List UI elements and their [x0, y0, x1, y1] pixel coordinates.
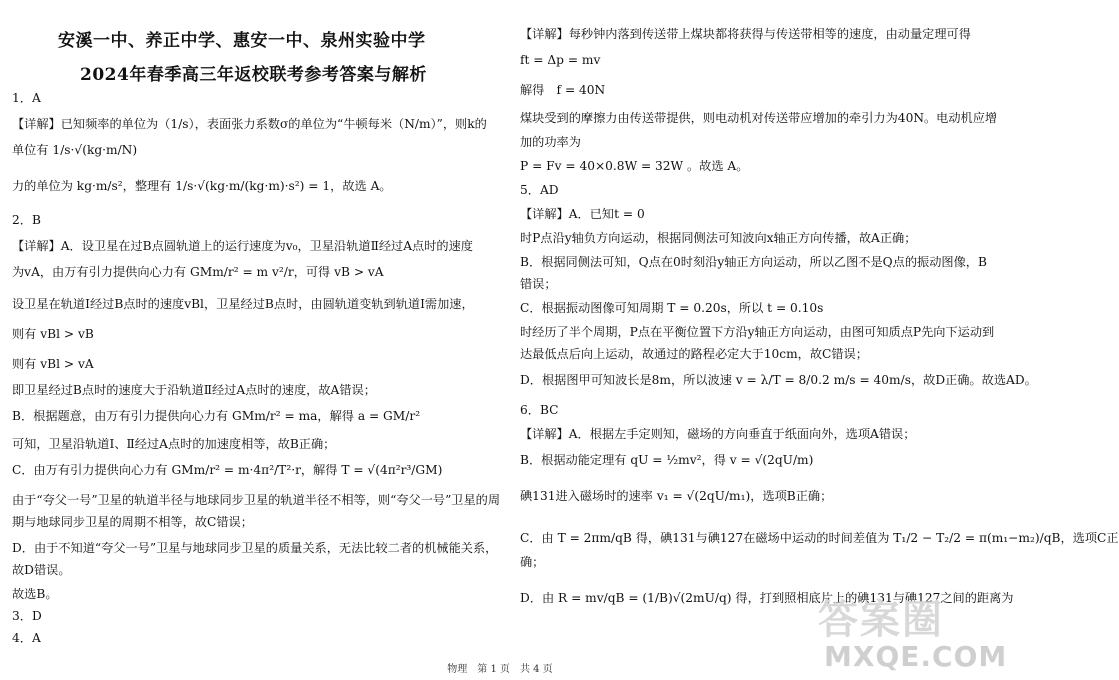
text-line: 确；: [520, 555, 545, 569]
text-line: 则有 vBl > vB: [12, 327, 94, 341]
text-line: 加的功率为: [520, 135, 581, 149]
text-line: D．由于不知道“夸父一号”卫星与地球同步卫星的质量关系，无法比较二者的机械能关系，: [12, 541, 498, 555]
text-line: ft = Δp = mv: [520, 53, 601, 67]
text-line: 达最低点后向上运动，故通过的路程必定大于10cm，故C错误；: [520, 347, 868, 361]
text-line: 设卫星在轨道Ⅰ经过B点时的速度vBl，卫星经过B点时，由圆轨道变轨到轨道Ⅰ需加速，: [12, 297, 474, 311]
text-line: 故选B。: [12, 587, 58, 601]
text-line: B．根据同侧法可知，Q点在0时刻沿y轴正方向运动，所以乙图不是Q点的振动图像，B: [520, 255, 987, 269]
page-title-line2: 2024年春季高三年返校联考参考答案与解析: [80, 65, 427, 85]
text-line: P = Fv = 40×0.8W = 32W 。故选 A。: [520, 159, 749, 173]
text-line: C．由万有引力提供向心力有 GMm/r² = m·4π²/T²·r，解得 T = √(4π²r³/GM): [12, 463, 443, 477]
text-line: 2．B: [12, 213, 41, 227]
text-line: 碘131进入磁场时的速率 v₁ = √(2qU/m₁)，选项B正确；: [520, 489, 833, 503]
text-line: 单位有 1/s·√(kg·m/N): [12, 143, 138, 157]
text-line: 力的单位为 kg·m/s²，整理有 1/s·√(kg·m/(kg·m)·s²) = 1，故选 A。: [12, 179, 392, 193]
text-line: 5．AD: [520, 183, 559, 197]
text-line: C．根据振动图像可知周期 T = 0.20s，所以 t = 0.10s: [520, 301, 824, 315]
text-line: 即卫星经过B点时的速度大于沿轨道Ⅱ经过A点时的速度，故A错误；: [12, 383, 376, 397]
text-line: D．由 R = mv/qB = (1/B)√(2mU/q) 得，打到照相底片上的碘131与碘127之间的距离为: [520, 591, 1014, 605]
text-line: 煤块受到的摩擦力由传送带提供，则电动机对传送带应增加的牵引力为40N。电动机应增: [520, 111, 998, 125]
text-line: 【详解】每秒钟内落到传送带上煤块都将获得与传送带相等的速度，由动量定理可得: [520, 27, 971, 41]
text-line: 时经历了半个周期，P点在平衡位置下方沿y轴正方向运动，由图可知质点P先向下运动到: [520, 325, 995, 339]
text-line: 时P点沿y轴负方向运动，根据同侧法可知波向x轴正方向传播，故A正确；: [520, 231, 917, 245]
text-line: 1．A: [12, 91, 41, 105]
text-line: 【详解】已知频率的单位为（1/s），表面张力系数σ的单位为“牛顿每米（N/m）”，则k的: [12, 117, 487, 131]
text-line: 可知，卫星沿轨道Ⅰ、Ⅱ经过A点时的加速度相等，故B正确；: [12, 437, 336, 451]
text-line: 解得 f = 40N: [520, 83, 606, 97]
text-line: 错误；: [520, 277, 557, 291]
page-title-line1: 安溪一中、养正中学、惠安一中、泉州实验中学: [58, 31, 426, 51]
text-line: 3．D: [12, 609, 42, 623]
text-line: 故D错误。: [12, 563, 71, 577]
text-line: B．根据动能定理有 qU = ½mv²，得 v = √(2qU/m): [520, 453, 814, 467]
text-line: 4．A: [12, 631, 41, 645]
text-line: 则有 vBl > vA: [12, 357, 94, 371]
text-line: 为vA，由万有引力提供向心力有 GMm/r² = m v²/r，可得 vB > vA: [12, 265, 384, 279]
text-line: 期与地球同步卫星的周期不相等，故C错误；: [12, 515, 253, 529]
watermark-text: 答案圈: [818, 597, 944, 643]
text-line: D．根据图甲可知波长是8m，所以波速 v = λ/T = 8/0.2 m/s = 40m/s，故D正确。故选AD。: [520, 373, 1037, 387]
page-footer: 物理 第 1 页 共 4 页: [447, 664, 553, 675]
text-line: 【详解】A．根据左手定则知，磁场的方向垂直于纸面向外，选项A错误；: [520, 427, 916, 441]
text-line: 【详解】A．已知t = 0: [520, 207, 645, 221]
text-line: 6．BC: [520, 403, 559, 417]
watermark-url: MXQE.COM: [824, 640, 1008, 673]
text-line: B．根据题意，由万有引力提供向心力有 GMm/r² = ma，解得 a = GM/r²: [12, 409, 421, 423]
text-line: C．由 T = 2πm/qB 得，碘131与碘127在磁场中运动的时间差值为 T₁/2 − T₂/2 = π(m₁−m₂)/qB，选项C正: [520, 531, 1119, 545]
text-line: 【详解】A．设卫星在过B点圆轨道上的运行速度为v₀，卫星沿轨道Ⅱ经过A点时的速度: [12, 239, 473, 253]
text-line: 由于“夸父一号”卫星的轨道半径与地球同步卫星的轨道半径不相等，则“夸父一号”卫星的周: [12, 493, 501, 507]
